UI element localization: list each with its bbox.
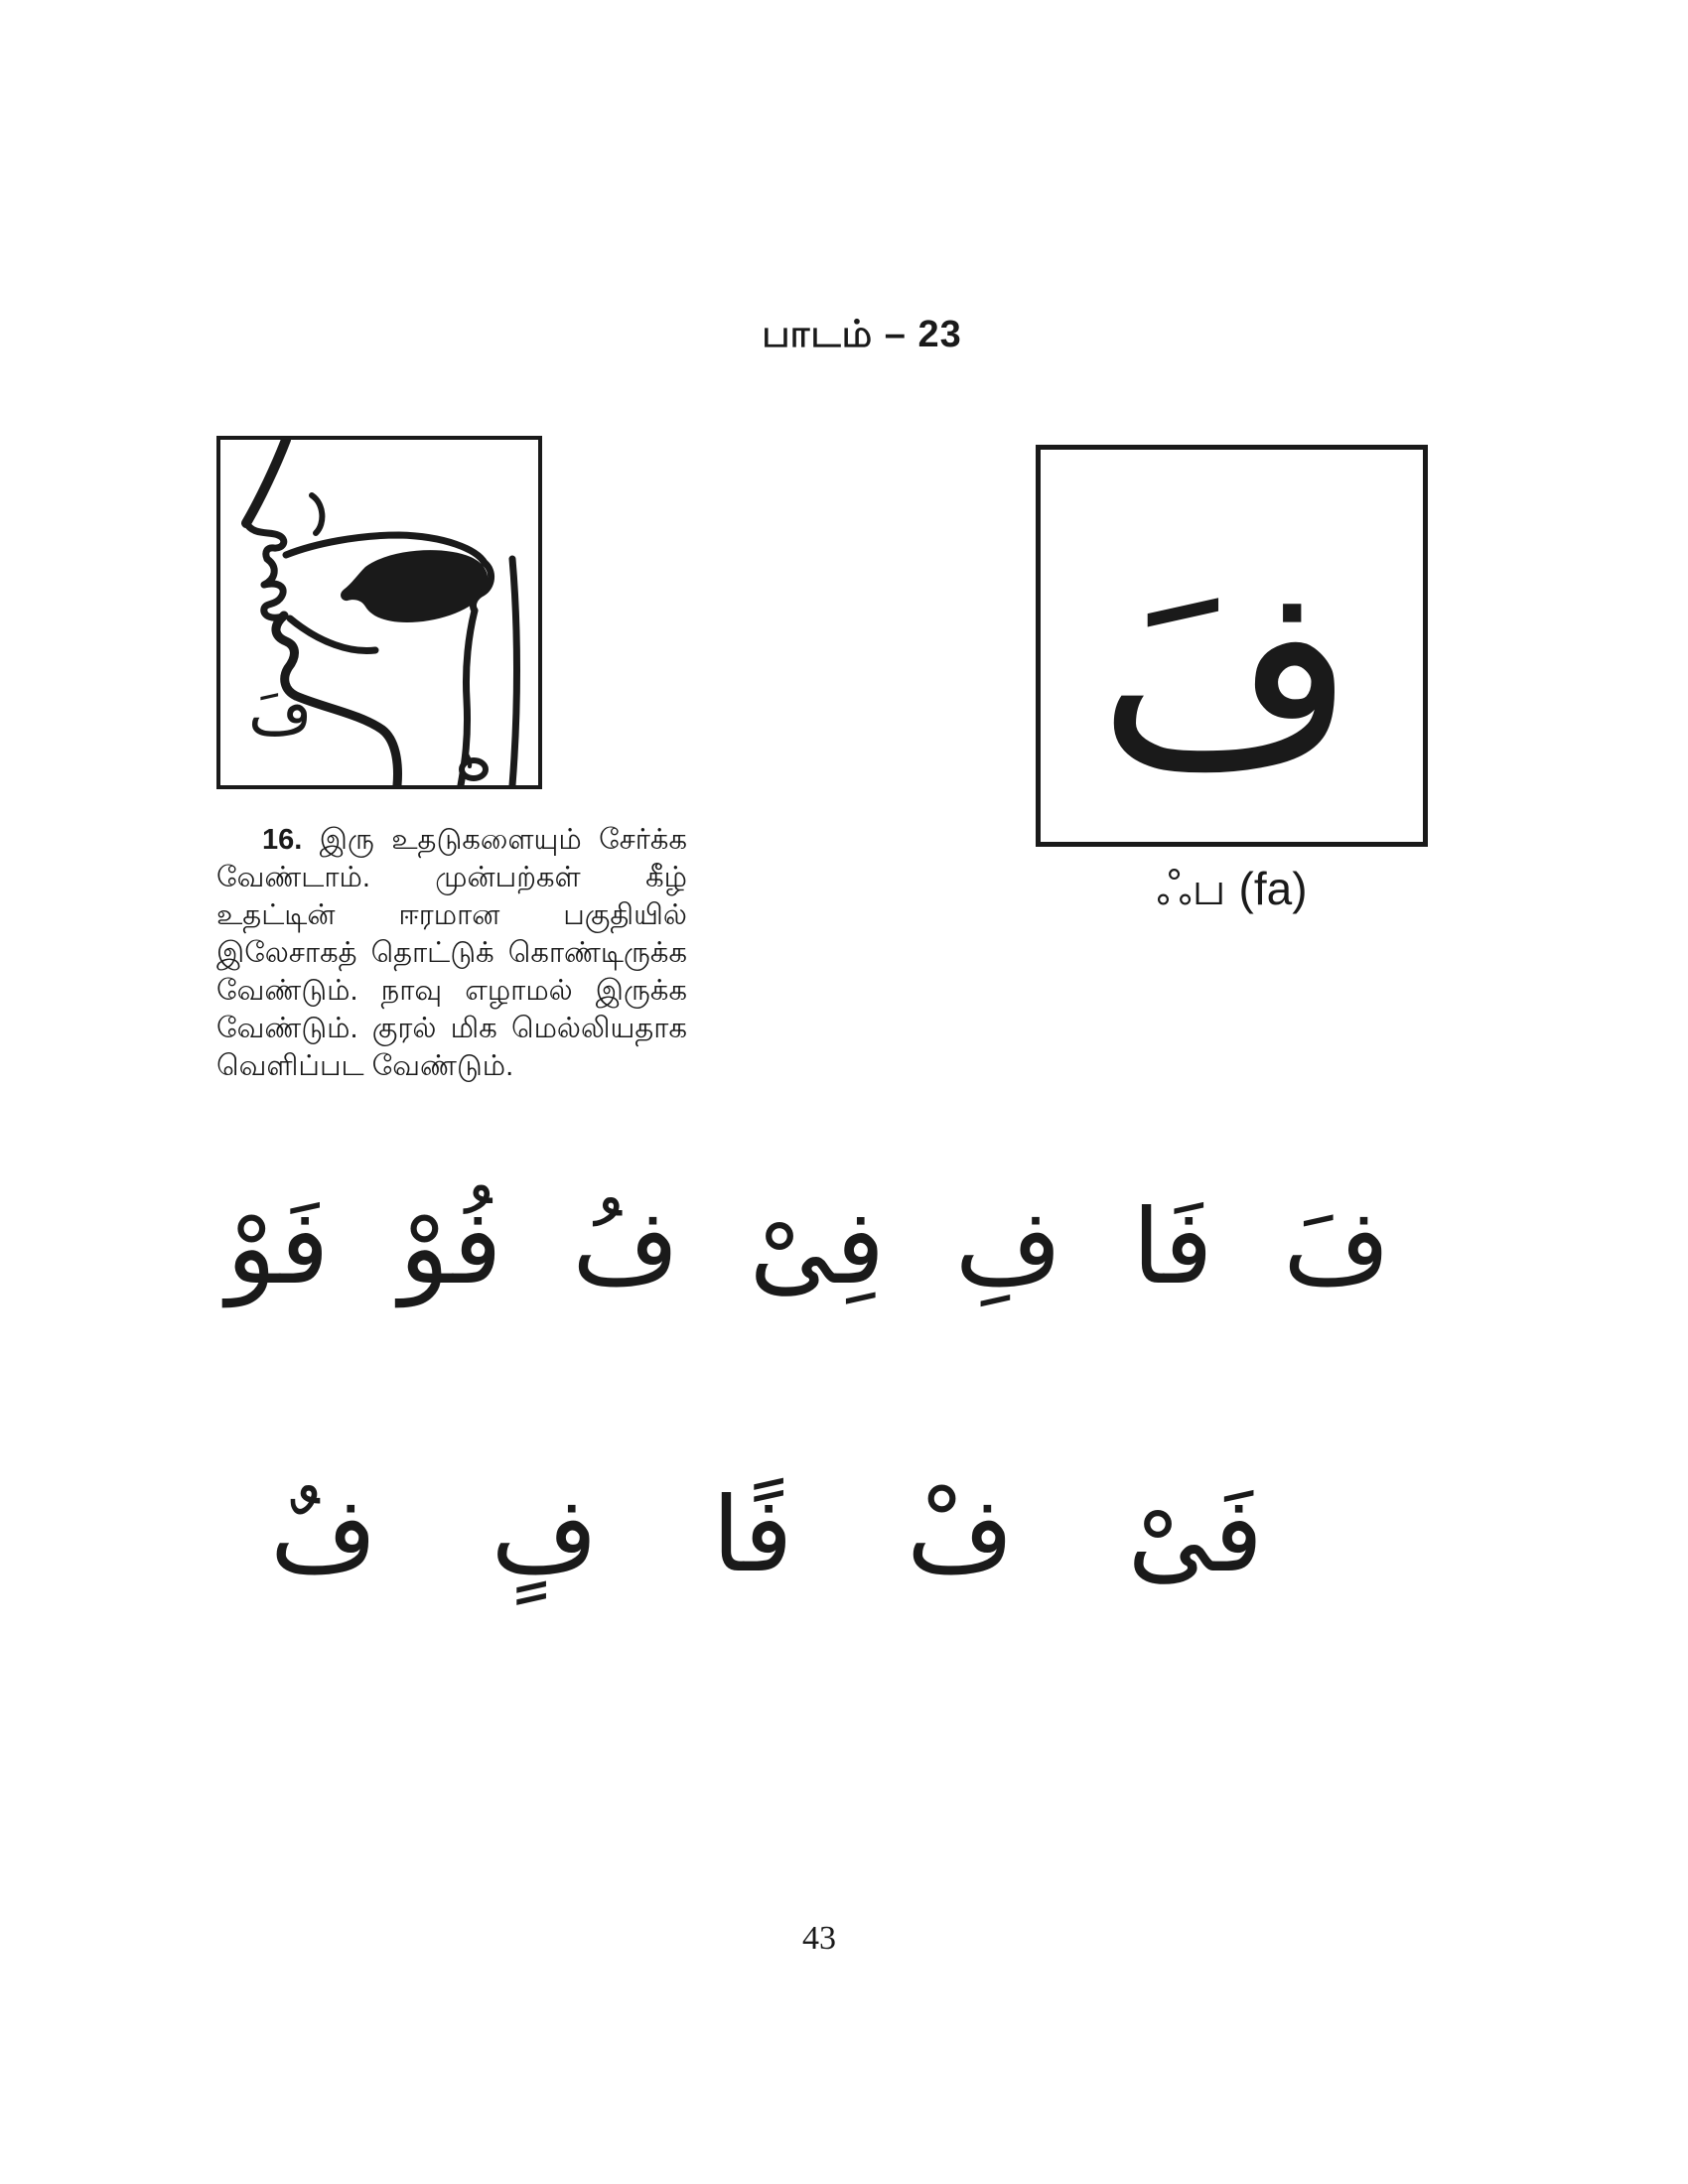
arabic-form-fu: فُ [572,1185,679,1307]
mouth-diagram [216,436,542,789]
practice-row-2 [270,1408,1263,1621]
arabic-form-fai: فَىْ [1127,1473,1263,1595]
letter-caption: ஃப (fa) [1156,863,1308,914]
arabic-form-fii: فِىْ [749,1185,886,1307]
instruction-paragraph [216,821,687,1085]
arabic-form-fuu: فُوْ [399,1185,502,1307]
arabic-form-fau: فَوْ [226,1185,330,1307]
arabic-form-fa: فَ [1283,1185,1390,1307]
diagram-arabic-letter: فَ [248,676,313,749]
page-number: 43 [802,1920,836,1957]
arabic-form-fan: فًا [712,1473,793,1595]
instruction-number: 16. [262,824,303,856]
arabic-form-f-sukun: فْ [907,1473,1014,1595]
letter-card [1036,445,1428,847]
arabic-form-fi: فِ [954,1185,1062,1307]
page-title: பாடம் – 23 [762,314,962,355]
arabic-form-fun: فٌ [270,1473,377,1595]
arabic-form-faa: فَا [1132,1185,1213,1307]
arabic-form-fin: فٍ [491,1473,599,1595]
letter-glyph: فَ [1097,530,1356,820]
instruction-text: இரு உதடுகளையும் சேர்க்க வேண்டாம். முன்பற்கள் கீழ் உதட்டின் ஈரமான பகுதியில் இலேசாகத் தொட்டுக் கொண்டிருக்க வேண்டும். நாவு எழாமல் இருக்க வேண்டும். குரல் மிக மெல்லியதாக வெளிப்பட வேண்டும். [216,824,687,1082]
practice-row-1 [226,1120,1390,1333]
